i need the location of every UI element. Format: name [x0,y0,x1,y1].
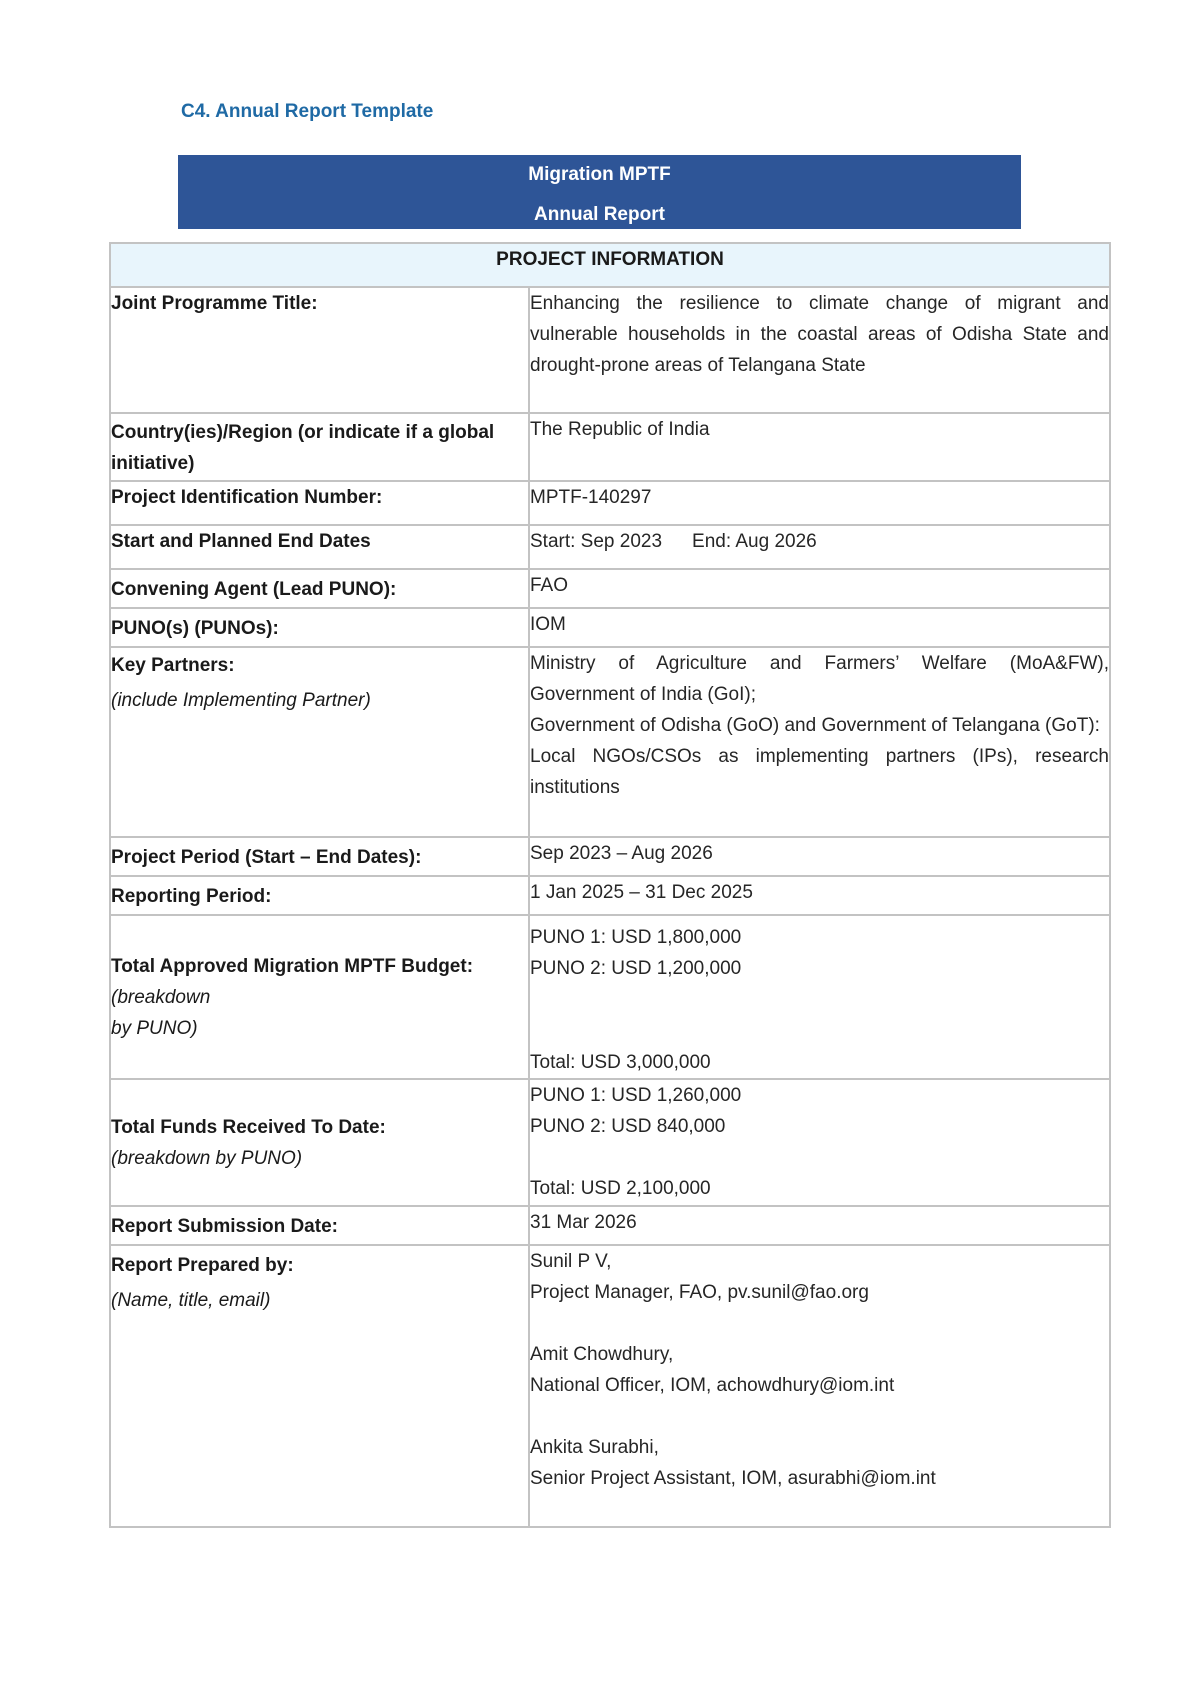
row-value-project-id: MPTF-140297 [529,481,1110,525]
row-label-country: Country(ies)/Region (or indicate if a global initiative) [110,413,529,481]
table-row [110,647,1110,837]
funds-total: Total: USD 2,100,000 [530,1178,711,1199]
row-label-dates: Start and Planned End Dates [110,525,529,569]
partner-line: Government of Odisha (GoO) and Government of Telangana (GoT): [530,715,1100,736]
table-row [110,608,1110,647]
table-row [110,1245,1110,1527]
preparer-detail: Project Manager, FAO, pv.sunil@fao.org [530,1282,869,1303]
row-value-country: The Republic of India [529,413,1110,481]
row-label-prepared [110,1245,529,1527]
preparer-name: Ankita Surabhi, [530,1437,659,1458]
row-label-punos: PUNO(s) (PUNOs): [110,608,529,647]
row-value-submission: 31 Mar 2026 [529,1206,1110,1245]
row-value-period: Sep 2023 – Aug 2026 [529,837,1110,876]
row-label-reporting: Reporting Period: [110,876,529,915]
row-value-punos: IOM [529,608,1110,647]
row-label-project-id: Project Identification Number: [110,481,529,525]
row-label-title: Joint Programme Title: [110,287,529,413]
row-value-funds [529,1079,1110,1206]
row-value-dates [529,525,1110,569]
table-row [110,1206,1110,1245]
row-value-prepared [529,1245,1110,1527]
preparer-name: Sunil P V, [530,1251,612,1272]
funds-label: Total Funds Received To Date: [111,1116,386,1138]
partners-label: Key Partners: [111,655,235,676]
table-row [110,525,1110,569]
section-title: C4. Annual Report Template [181,101,434,122]
banner-subtitle: Annual Report [534,204,665,225]
funds-puno1: PUNO 1: USD 1,260,000 [530,1085,742,1106]
table-row [110,413,1110,481]
preparer-detail: Senior Project Assistant, IOM, asurabhi@iom.int [530,1468,936,1489]
row-label-convening: Convening Agent (Lead PUNO): [110,569,529,608]
table-header-row [110,243,1110,287]
table-row [110,876,1110,915]
project-information-table [109,242,1111,1528]
table-row [110,481,1110,525]
budget-label: Total Approved Migration MPTF Budget: [111,955,474,977]
row-label-funds [110,1079,529,1206]
row-value-budget [529,915,1110,1079]
partners-sublabel: (include Implementing Partner) [111,690,371,711]
prepared-label: Report Prepared by: [111,1255,294,1276]
preparer-detail: National Officer, IOM, achowdhury@iom.int [530,1375,895,1396]
table-row [110,1079,1110,1206]
partner-line: Local NGOs/CSOs as implementing partners (IPs), research institutions [530,746,1109,798]
table-row [110,569,1110,608]
start-date: Start: Sep 2023 [530,531,663,552]
row-value-partners [529,647,1110,837]
table-row [110,837,1110,876]
banner-title: Migration MPTF [528,164,671,185]
table-row [110,915,1110,1079]
row-label-submission: Report Submission Date: [110,1206,529,1245]
budget-total: Total: USD 3,000,000 [530,1052,711,1073]
row-label-period: Project Period (Start – End Dates): [110,837,529,876]
table-row [110,287,1110,413]
budget-puno2: PUNO 2: USD 1,200,000 [530,958,742,979]
row-label-partners [110,647,529,837]
table-header: PROJECT INFORMATION [110,243,1110,287]
row-label-budget [110,915,529,1079]
row-value-reporting: 1 Jan 2025 – 31 Dec 2025 [529,876,1110,915]
preparer-name: Amit Chowdhury, [530,1344,674,1365]
partner-line: Ministry of Agriculture and Farmers’ Welfare (MoA&FW), Government of India (GoI); [530,653,1109,705]
budget-puno1: PUNO 1: USD 1,800,000 [530,927,742,948]
prepared-sublabel: (Name, title, email) [111,1290,271,1311]
funds-sublabel: (breakdown by PUNO) [111,1147,303,1169]
row-value-convening: FAO [529,569,1110,608]
budget-sublabel: by PUNO) [111,1017,198,1039]
row-value-title: Enhancing the resilience to climate change of migrant and vulnerable households in the coastal areas of Odisha State and drought-prone areas of Telangana State [529,287,1110,413]
end-date: End: Aug 2026 [692,531,817,552]
funds-puno2: PUNO 2: USD 840,000 [530,1116,726,1137]
budget-sublabel: (breakdown [111,986,211,1008]
report-banner [178,155,1021,229]
